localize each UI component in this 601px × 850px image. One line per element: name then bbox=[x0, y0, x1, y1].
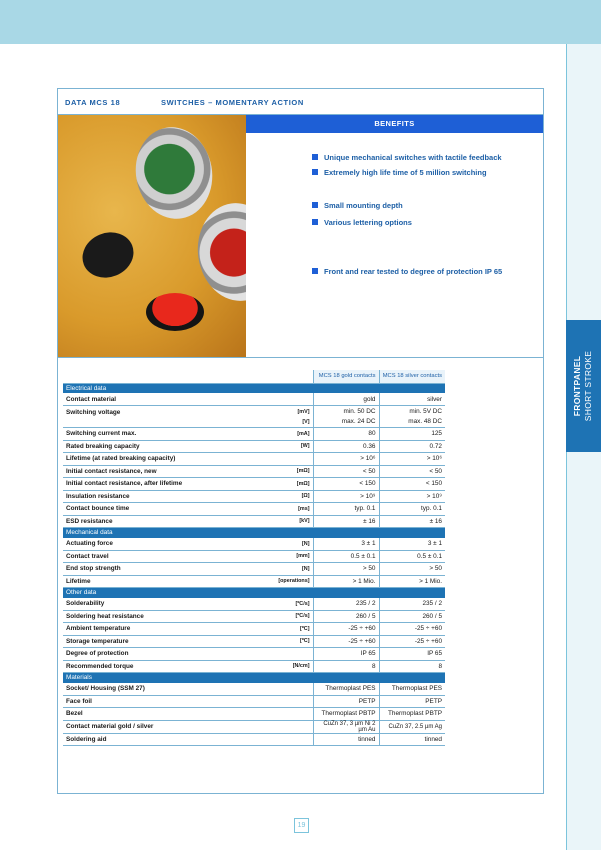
red-rect-switch-image bbox=[146, 293, 204, 331]
section-electrical: Electrical data bbox=[63, 383, 445, 393]
benefit-item bbox=[312, 267, 502, 276]
table-row: Lifetime [operations] > 1 Mio. > 1 Mio. bbox=[63, 575, 445, 588]
section-tab[interactable] bbox=[566, 320, 601, 452]
table-row: Rated breaking capacity [W] 0.36 0.72 bbox=[63, 440, 445, 453]
table-row: Contact travel [mm] 0.5 ± 0.1 0.5 ± 0.1 bbox=[63, 550, 445, 563]
table-row: Actuating force [N] 3 ± 1 3 ± 1 bbox=[63, 538, 445, 551]
section-tab-label bbox=[566, 320, 601, 452]
bullet-square-icon bbox=[312, 169, 318, 175]
page-number: 19 bbox=[294, 818, 309, 833]
table-row: Storage temperature [ºC] -25 ÷ +60 -25 ÷ +60 bbox=[63, 635, 445, 648]
page-title: SWITCHES – MOMENTARY ACTION bbox=[161, 98, 304, 107]
table-column-header bbox=[63, 370, 445, 383]
table-row: ESD resistance [kV] ± 16 ± 16 bbox=[63, 515, 445, 528]
benefit-item bbox=[312, 218, 412, 227]
table-row: Switching voltage [mV] [V] min. 50 DC max. 24 DC min. 5V DC max. 48 DC bbox=[63, 406, 445, 428]
table-row: Degree of protection IP 65 IP 65 bbox=[63, 648, 445, 661]
benefit-text: Various lettering options bbox=[324, 218, 412, 227]
table-row: Contact material gold / silver CuZn 37, 3 µm Ni 2 µm Au CuZn 37, 2.5 µm Ag bbox=[63, 720, 445, 733]
green-switch-image bbox=[129, 121, 220, 225]
table-row: Ambient temperature [ºC] -25 ÷ +60 -25 ÷ +60 bbox=[63, 623, 445, 636]
table-row: Bezel Thermoplast PBTP Thermoplast PBTP bbox=[63, 708, 445, 721]
bullet-square-icon bbox=[312, 268, 318, 274]
table-row: Contact material gold silver bbox=[63, 393, 445, 406]
benefit-text: Unique mechanical switches with tactile feedback bbox=[324, 153, 502, 162]
table-row: Initial contact resistance, after lifetime [mΩ] < 150 < 150 bbox=[63, 478, 445, 491]
section-mechanical: Mechanical data bbox=[63, 528, 445, 538]
column-silver: MCS 18 silver contacts bbox=[379, 370, 445, 383]
specification-table bbox=[63, 370, 445, 746]
panel-header bbox=[58, 89, 543, 115]
bullet-square-icon bbox=[312, 154, 318, 160]
red-switch-image bbox=[192, 198, 246, 306]
black-switch-image bbox=[76, 225, 141, 285]
bullet-square-icon bbox=[312, 219, 318, 225]
section-divider bbox=[58, 357, 543, 358]
benefit-item bbox=[312, 201, 403, 210]
table-row: Socket/ Housing (SSM 27) Thermoplast PES Thermoplast PES bbox=[63, 683, 445, 696]
benefit-item bbox=[312, 153, 502, 162]
benefits-heading: BENEFITS bbox=[246, 115, 543, 133]
table-row: End stop strength [N] > 50 > 50 bbox=[63, 563, 445, 576]
table-row: Contact bounce time [ms] typ. 0.1 typ. 0.1 bbox=[63, 503, 445, 516]
table-row: Soldering heat resistance [ºC/s] 260 / 5 260 / 5 bbox=[63, 610, 445, 623]
table-row: Lifetime (at rated breaking capacity) > 10⁶ > 10⁶ bbox=[63, 453, 445, 466]
table-row: Switching current max. [mA] 80 125 bbox=[63, 428, 445, 441]
table-row: Initial contact resistance, new [mΩ] < 50 < 50 bbox=[63, 465, 445, 478]
benefit-item bbox=[312, 168, 487, 177]
table-row: Recommended torque [N/cm] 8 8 bbox=[63, 660, 445, 673]
section-other: Other data bbox=[63, 588, 445, 598]
data-label: DATA MCS 18 bbox=[65, 98, 121, 107]
table-row: Face foil PETP PETP bbox=[63, 695, 445, 708]
section-tab-line1: FRONTPANEL bbox=[572, 355, 582, 417]
product-photo bbox=[58, 115, 246, 357]
benefit-text: Front and rear tested to degree of protection IP 65 bbox=[324, 267, 503, 276]
column-gold: MCS 18 gold contacts bbox=[313, 370, 379, 383]
table-row: Insulation resistance [Ω] > 10⁹ > 10⁹ bbox=[63, 490, 445, 503]
table-row: Solderability [ºC/s] 235 / 2 235 / 2 bbox=[63, 598, 445, 611]
top-band bbox=[0, 0, 601, 44]
benefit-text: Small mounting depth bbox=[324, 201, 403, 210]
table-row: Soldering aid tinned tinned bbox=[63, 733, 445, 746]
section-materials: Materials bbox=[63, 673, 445, 683]
section-tab-line2: SHORT STROKE bbox=[583, 350, 593, 422]
benefit-text: Extremely high life time of 5 million switching bbox=[324, 168, 487, 177]
bullet-square-icon bbox=[312, 202, 318, 208]
